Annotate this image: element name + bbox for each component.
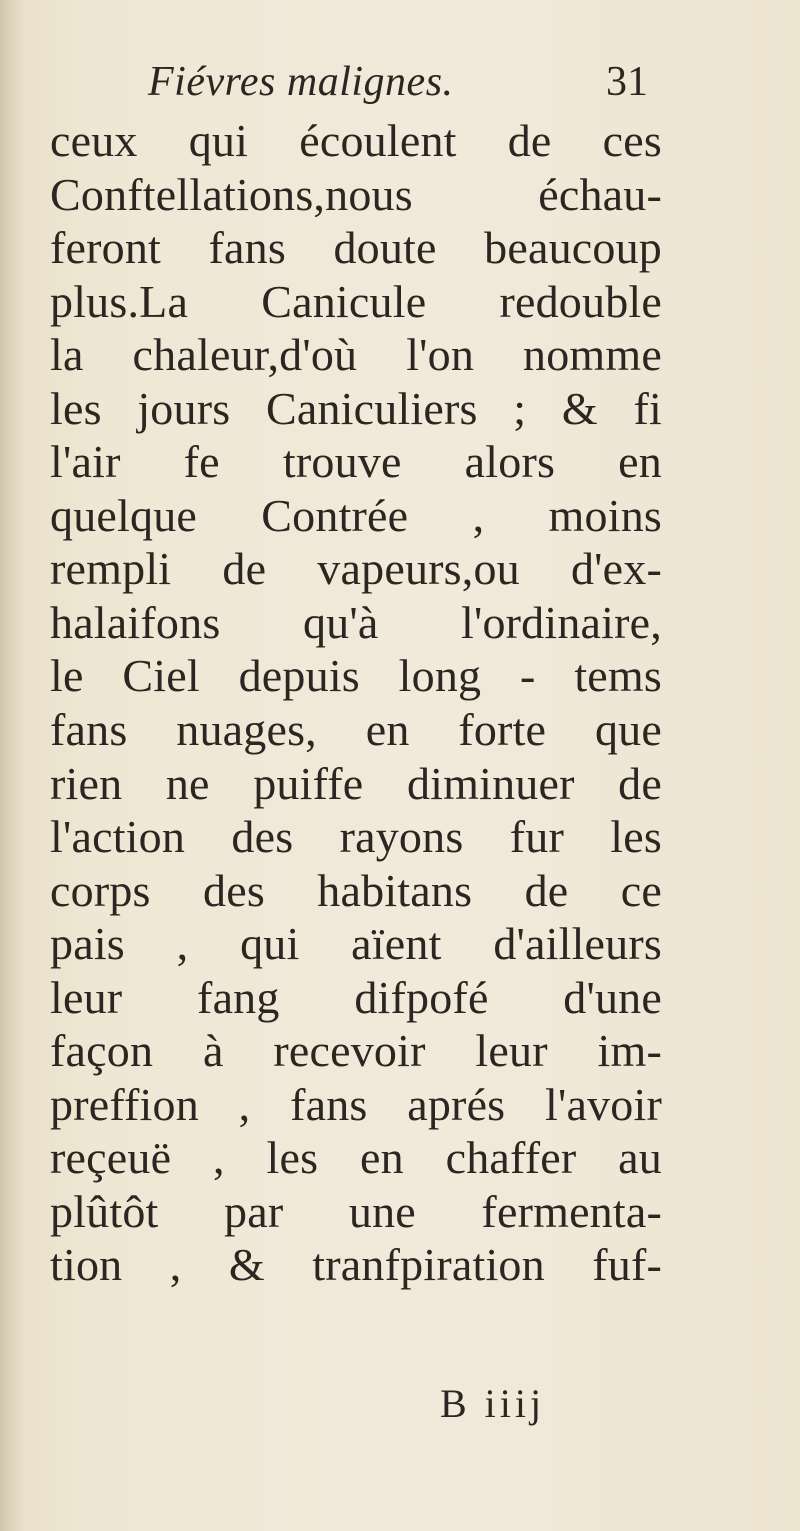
signature-mark: B iiij xyxy=(440,1381,546,1426)
text-line: quelque Contrée , moins xyxy=(50,489,662,541)
text-line: rempli de vapeurs,ou d'ex- xyxy=(50,543,662,595)
page-header xyxy=(148,58,648,118)
text-line: plus.La Canicule redouble xyxy=(50,275,662,327)
text-line: l'action des rayons fur les xyxy=(50,811,662,863)
text-line: feront fans doute beaucoup xyxy=(50,222,662,274)
text-line: preffion , fans aprés l'avoir xyxy=(50,1078,662,1130)
text-line: tion , & tranfpiration fuf- xyxy=(50,1239,662,1291)
text-line: leur fang difpofé d'une xyxy=(50,971,662,1023)
page-number: 31 xyxy=(606,59,648,105)
text-line: la chaleur,d'où l'on nomme xyxy=(50,329,662,381)
body-text xyxy=(50,114,662,1292)
text-line: reçeuë , les en chaffer au xyxy=(50,1132,662,1184)
text-line: plûtôt par une fermenta- xyxy=(50,1185,662,1237)
text-line: fans nuages, en forte que xyxy=(50,704,662,756)
running-title: Fiévres malignes. xyxy=(148,59,454,105)
text-line: Conftellations,nous échau- xyxy=(50,168,662,220)
text-line: les jours Caniculiers ; & fi xyxy=(50,382,662,434)
text-line: façon à recevoir leur im- xyxy=(50,1025,662,1077)
text-line: corps des habitans de ce xyxy=(50,864,662,916)
text-line: pais , qui aïent d'ailleurs xyxy=(50,918,662,970)
page-gutter-shadow xyxy=(0,0,24,1531)
text-line: ceux qui écoulent de ces xyxy=(50,115,662,166)
text-line: le Ciel depuis long - tems xyxy=(50,650,662,702)
text-line: l'air fe trouve alors en xyxy=(50,436,662,488)
text-line: rien ne puiffe diminuer de xyxy=(50,757,662,809)
text-line: halaifons qu'à l'ordinaire, xyxy=(50,596,662,648)
